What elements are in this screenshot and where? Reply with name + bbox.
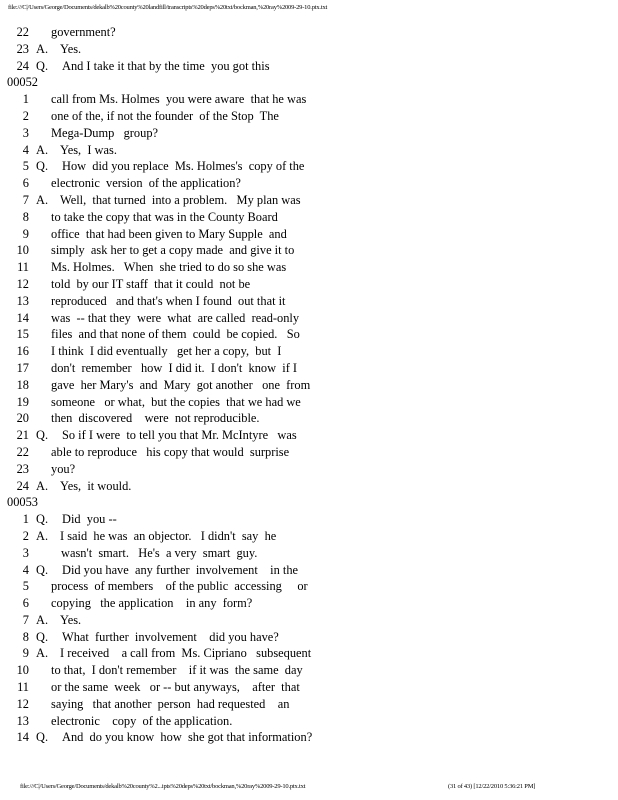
line-text: wasn't smart. He's a very smart guy.: [61, 545, 258, 560]
transcript-line: [0, 394, 618, 411]
line-text: I think I did eventually get her a copy, but I: [51, 344, 282, 359]
transcript-body: [0, 24, 618, 746]
line-number: 2: [22, 108, 29, 123]
transcript-line: [0, 125, 618, 142]
line-number: 23: [16, 461, 29, 476]
line-number: 19: [16, 394, 29, 409]
speaker-label: A.: [36, 192, 49, 207]
line-text: Yes, I was.: [60, 142, 117, 157]
line-text: And I take it that by the time you got this: [62, 58, 270, 73]
line-number: 22: [16, 25, 29, 39]
line-number: 14: [16, 310, 29, 325]
line-text: files and that none of them could be copied. So: [51, 327, 300, 342]
line-number: 2: [22, 528, 29, 543]
line-number: 20: [16, 411, 29, 426]
line-number: 8: [22, 629, 29, 644]
line-number: 9: [22, 226, 29, 241]
line-text: one of the, if not the founder of the Stop The: [51, 108, 279, 123]
line-text: office that had been given to Mary Supple and: [51, 226, 287, 241]
line-text: then discovered were not reproducible.: [51, 411, 260, 426]
line-number: 17: [16, 360, 29, 375]
line-text: electronic copy of the application.: [51, 713, 233, 728]
line-number: 18: [16, 377, 29, 392]
line-number: 4: [22, 142, 29, 157]
transcript-line: [0, 444, 618, 461]
line-text: Did you --: [62, 512, 117, 527]
transcript-line: [0, 562, 618, 579]
line-number: 24: [16, 478, 29, 493]
line-text: someone or what, but the copies that we had we: [51, 394, 301, 409]
line-text: Ms. Holmes. When she tried to do so she was: [51, 260, 287, 275]
line-text: you?: [51, 461, 76, 476]
line-number: 9: [22, 646, 29, 661]
transcript-line: [0, 410, 618, 427]
line-text: gave her Mary's and Mary got another one from: [51, 377, 311, 392]
line-text: to take the copy that was in the County Board: [51, 209, 278, 224]
line-number: 24: [16, 58, 29, 73]
speaker-label: A.: [36, 646, 49, 661]
speaker-label: A.: [36, 612, 49, 627]
transcript-line: [0, 108, 618, 125]
footer-page-info: (31 of 43) [12/22/2010 5:36:21 PM]: [448, 783, 536, 790]
line-text: Yes.: [60, 612, 82, 627]
line-text: What further involvement did you have?: [62, 629, 279, 644]
line-number: 7: [22, 612, 29, 627]
line-number: 6: [22, 596, 29, 611]
line-text: reproduced and that's when I found out that it: [51, 293, 286, 308]
deposition-page-number: 00053: [7, 495, 38, 510]
line-text: Yes.: [60, 41, 82, 56]
line-text: Yes, it would.: [60, 478, 132, 493]
transcript-line: [0, 310, 618, 327]
transcript-line: [0, 629, 618, 646]
line-text: don't remember how I did it. I don't know if I: [51, 360, 298, 375]
line-text: saying that another person had requested an: [51, 696, 290, 711]
line-text: So if I were to tell you that Mr. McIntyre was: [62, 428, 297, 443]
speaker-label: A.: [36, 41, 49, 56]
transcript-line: [0, 242, 618, 259]
line-number: 7: [22, 192, 29, 207]
line-text: Mega-Dump group?: [51, 125, 159, 140]
transcript-line: [0, 175, 618, 192]
transcript-line: [0, 696, 618, 713]
file-path-header: file:///C|/Users/George/Documents/dekalb%20county%20landfill/transcripts%20deps%20txt/bockman,%20ray%2009-29-10.ptx.txt: [8, 4, 328, 11]
line-text: process of members of the public accessing or: [51, 579, 308, 594]
line-text: And do you know how she got that information?: [62, 730, 313, 745]
transcript-line: [0, 192, 618, 209]
speaker-label: Q.: [36, 428, 49, 443]
transcript-line: [0, 578, 618, 595]
line-number: 5: [22, 159, 29, 174]
transcript-line: [0, 158, 618, 175]
transcript-line: [0, 478, 618, 495]
line-text: How did you replace Ms. Holmes's copy of the: [62, 159, 305, 174]
speaker-label: Q.: [36, 730, 49, 745]
transcript-line: [0, 528, 618, 545]
transcript-line: [0, 24, 618, 41]
line-text: copying the application in any form?: [51, 596, 253, 611]
transcript-line: [0, 545, 618, 562]
line-number: 6: [22, 176, 29, 191]
speaker-label: Q.: [36, 562, 49, 577]
line-text: to that, I don't remember if it was the same day: [51, 663, 303, 678]
speaker-label: A.: [36, 478, 49, 493]
line-number: 11: [17, 680, 29, 695]
line-number: 10: [16, 243, 29, 258]
speaker-label: Q.: [36, 159, 49, 174]
transcript-line: [0, 343, 618, 360]
transcript-line: [0, 226, 618, 243]
transcript-line: [0, 461, 618, 478]
speaker-label: Q.: [36, 629, 49, 644]
line-number: 1: [22, 92, 29, 107]
speaker-label: A.: [36, 142, 49, 157]
line-text: I received a call from Ms. Cipriano subsequent: [60, 646, 312, 661]
footer-file-path: file:///C|/Users/George/Documents/dekalb%20county%2...ipts%20deps%20txt/bockman,%20ray%2009-29-10.ptx.txt: [20, 783, 306, 790]
line-number: 13: [16, 293, 29, 308]
transcript-line: [0, 645, 618, 662]
line-number: 3: [22, 125, 29, 140]
line-number: 8: [22, 209, 29, 224]
page-footer: [20, 783, 580, 790]
transcript-line: [0, 293, 618, 310]
transcript-line: [0, 511, 618, 528]
line-number: 22: [16, 444, 29, 459]
line-number: 23: [16, 41, 29, 56]
line-number: 14: [16, 730, 29, 745]
speaker-label: Q.: [36, 58, 49, 73]
transcript-line: [0, 612, 618, 629]
transcript-line: [0, 662, 618, 679]
speaker-label: A.: [36, 528, 49, 543]
transcript-line: [0, 326, 618, 343]
line-text: was -- that they were what are called read-only: [51, 310, 300, 325]
transcript-line: [0, 41, 618, 58]
line-number: 15: [16, 327, 29, 342]
line-number: 11: [17, 260, 29, 275]
page-number-marker: [0, 494, 618, 511]
speaker-label: Q.: [36, 512, 49, 527]
transcript-line: [0, 91, 618, 108]
line-number: 10: [16, 663, 29, 678]
line-text: or the same week or -- but anyways, after that: [51, 680, 300, 695]
line-number: 16: [16, 344, 29, 359]
line-text: told by our IT staff that it could not be: [51, 276, 251, 291]
line-number: 13: [16, 713, 29, 728]
line-text: Did you have any further involvement in the: [62, 562, 299, 577]
transcript-line: [0, 713, 618, 730]
transcript-line: [0, 209, 618, 226]
line-text: able to reproduce his copy that would surprise: [51, 444, 290, 459]
transcript-line: [0, 679, 618, 696]
line-number: 12: [16, 696, 29, 711]
line-number: 3: [22, 545, 29, 560]
transcript-line: [0, 595, 618, 612]
transcript-line: [0, 259, 618, 276]
line-text: electronic version of the application?: [51, 176, 241, 191]
line-text: call from Ms. Holmes you were aware that he was: [51, 92, 307, 107]
line-number: 12: [16, 276, 29, 291]
transcript-line: [0, 427, 618, 444]
page-number-marker: [0, 74, 618, 91]
line-text: I said he was an objector. I didn't say he: [60, 528, 277, 543]
transcript-line: [0, 142, 618, 159]
transcript-line: [0, 276, 618, 293]
deposition-page-number: 00052: [7, 75, 38, 90]
line-number: 21: [16, 428, 29, 443]
transcript-line: [0, 377, 618, 394]
transcript-line: [0, 729, 618, 746]
transcript-line: [0, 360, 618, 377]
line-text: Well, that turned into a problem. My plan was: [60, 192, 301, 207]
transcript-line: [0, 58, 618, 75]
line-number: 5: [22, 579, 29, 594]
line-number: 1: [22, 512, 29, 527]
line-text: simply ask her to get a copy made and give it to: [51, 243, 295, 258]
line-number: 4: [22, 562, 29, 577]
line-text: government?: [51, 25, 116, 39]
